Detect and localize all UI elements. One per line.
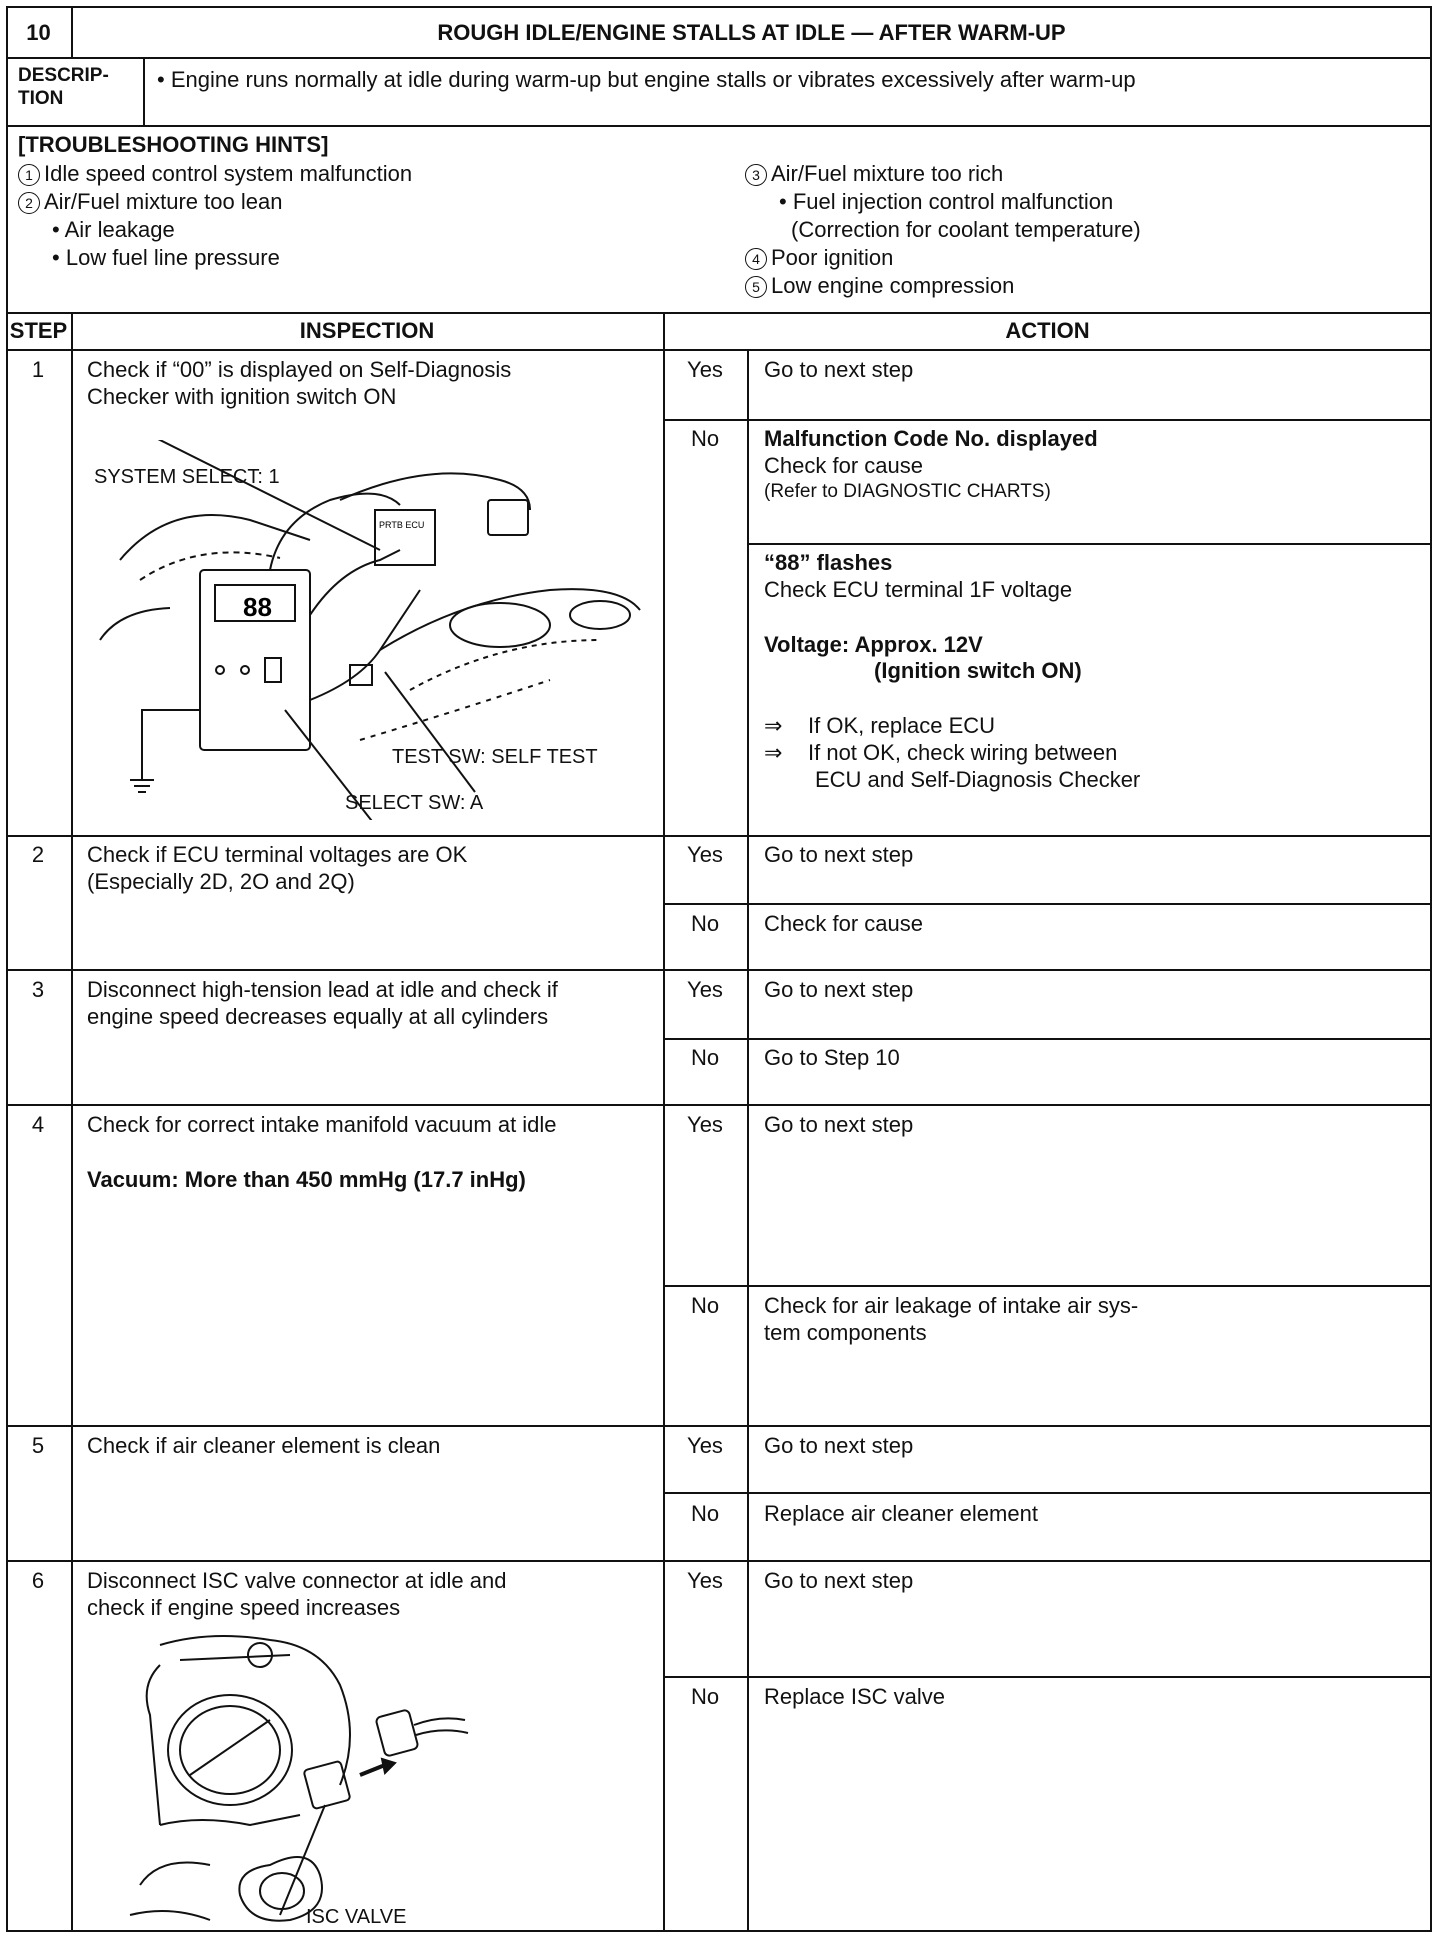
step-3-no-action: Go to Step 10: [764, 1045, 900, 1070]
step-5-no-action: Replace air cleaner element: [764, 1501, 1038, 1526]
no-label: No: [690, 1293, 720, 1318]
step-3-inspection: Disconnect high-tension lead at idle and check if engine speed decreases equally at all cylinders: [87, 977, 558, 1029]
yes-no-separator: [663, 1676, 1432, 1678]
page-title: ROUGH IDLE/ENGINE STALLS AT IDLE — AFTER WARM-UP: [437, 20, 1066, 45]
step-number: 3: [31, 977, 45, 1002]
no-label: No: [690, 911, 720, 936]
column-header-action: ACTION: [1005, 318, 1090, 343]
step-number: 2: [31, 842, 45, 867]
description-text: • Engine runs normally at idle during warm-up but engine stalls or vibrates excessively after warm-up: [157, 67, 1136, 92]
step-5-inspection: Check if air cleaner element is clean: [87, 1433, 441, 1458]
step-6-inspection: Disconnect ISC valve connector at idle and check if engine speed increases: [87, 1568, 507, 1620]
step-column-divider: [71, 312, 73, 1932]
checker-panel-label: PRTB ECU: [379, 520, 425, 530]
step-5-yes-action: Go to next step: [764, 1433, 914, 1458]
arrow-icon: ⇒: [764, 713, 783, 739]
hint-sub-coolant: (Correction for coolant temperature): [791, 217, 1141, 242]
arrow-icon: ⇒: [764, 740, 783, 766]
step-separator: [6, 1425, 1432, 1427]
throttle-body-bore: [168, 1695, 292, 1805]
test-sw-leader: [385, 672, 475, 792]
step-2-no-action: Check for cause: [764, 911, 923, 936]
diagnosis-connector: [488, 500, 528, 535]
label-select-switch: SELECT SW: A: [345, 792, 484, 814]
hint-item-4: 4 Poor ignition: [745, 244, 1425, 272]
yes-label: Yes: [687, 977, 723, 1002]
chart-number: 10: [26, 20, 51, 45]
no-label: No: [690, 426, 720, 451]
yes-label: Yes: [687, 1568, 723, 1593]
step-separator: [6, 1104, 1432, 1106]
description-label: DESCRIP- TION: [18, 65, 109, 110]
yes-no-separator: [663, 1492, 1432, 1494]
no-label: No: [690, 1045, 720, 1070]
hint-sub-air-leakage: • Air leakage: [52, 217, 175, 242]
label-isc-valve: ISC VALVE: [306, 1906, 407, 1928]
description-divider: [143, 57, 145, 127]
yesno-column-divider: [747, 349, 749, 1932]
step-3-yes-action: Go to next step: [764, 977, 914, 1002]
header-row-line: [6, 349, 1432, 351]
isc-connector: [375, 1709, 418, 1756]
step-4-no-action: Check for air leakage of intake air sys- tem components: [764, 1293, 1139, 1345]
monitor-box: [375, 510, 435, 565]
label-test-switch: TEST SW: SELF TEST: [392, 746, 598, 768]
yes-label: Yes: [687, 357, 723, 382]
step-number: 4: [31, 1112, 45, 1137]
vacuum-spec: Vacuum: More than 450 mmHg (17.7 inHg): [87, 1166, 526, 1192]
hints-left-column: [18, 160, 718, 272]
step-separator: [6, 969, 1432, 971]
step-number: 1: [31, 357, 45, 382]
no-label: No: [690, 1501, 720, 1526]
hints-title: [TROUBLESHOOTING HINTS]: [18, 132, 329, 157]
step-1-no-action: Malfunction Code No. displayed Check for cause (Refer to DIAGNOSTIC CHARTS): [764, 426, 1098, 502]
checker-display-readout: 88: [243, 592, 272, 622]
hint-sub-fuel-pressure: • Low fuel line pressure: [52, 245, 280, 270]
step-4-inspection: Check for correct intake manifold vacuum at idle Vacuum: More than 450 mmHg (17.7 inHg): [87, 1112, 657, 1194]
step-number: 6: [31, 1568, 45, 1593]
yes-no-separator: [663, 1038, 1432, 1040]
isc-valve-body: [303, 1761, 350, 1809]
hint-sub-fuel-injection: • Fuel injection control malfunction: [779, 189, 1114, 214]
yes-no-separator: [663, 419, 1432, 421]
yes-label: Yes: [687, 1433, 723, 1458]
system-select-leader: [150, 440, 380, 550]
step-number: 5: [31, 1433, 45, 1458]
step-separator: [6, 1560, 1432, 1562]
yes-no-separator: [663, 903, 1432, 905]
checker-connector: [350, 665, 372, 685]
action-sub-separator: [747, 543, 1432, 545]
yes-label: Yes: [687, 1112, 723, 1137]
column-header-inspection: INSPECTION: [299, 318, 435, 343]
step-1-inspection: Check if “00” is displayed on Self-Diagnosis Checker with ignition switch ON: [87, 357, 512, 409]
step-2-inspection: Check if ECU terminal voltages are OK (Especially 2D, 2O and 2Q): [87, 842, 468, 894]
no-label: No: [690, 1684, 720, 1709]
step-1-flash-action: “88” flashes Check ECU terminal 1F voltage Voltage: Approx. 12V (Ignition switch ON) ⇒ If OK, replace ECU ⇒ If not OK, check wiring between ECU and Self-Diagnosis Checker: [764, 550, 1141, 792]
step-separator: [6, 835, 1432, 837]
step-1-yes-action: Go to next step: [764, 357, 914, 382]
step-6-yes-action: Go to next step: [764, 1568, 914, 1593]
hint-item-5: 5 Low engine compression: [745, 272, 1425, 300]
step-6-no-action: Replace ISC valve: [764, 1684, 945, 1709]
hint-item-2: 2 Air/Fuel mixture too lean: [18, 188, 718, 216]
label-system-select: SYSTEM SELECT: 1: [94, 466, 280, 488]
isc-valve-illustration: [120, 1625, 500, 1925]
hint-item-1: 1 Idle speed control system malfunction: [18, 160, 718, 188]
select-switch: [265, 658, 281, 682]
yes-label: Yes: [687, 842, 723, 867]
yes-no-separator: [663, 1285, 1432, 1287]
hint-item-3: 3 Air/Fuel mixture too rich: [745, 160, 1425, 188]
step-2-yes-action: Go to next step: [764, 842, 914, 867]
step-4-yes-action: Go to next step: [764, 1112, 914, 1137]
hints-right-column: [745, 160, 1425, 300]
column-header-step: STEP: [9, 318, 68, 343]
